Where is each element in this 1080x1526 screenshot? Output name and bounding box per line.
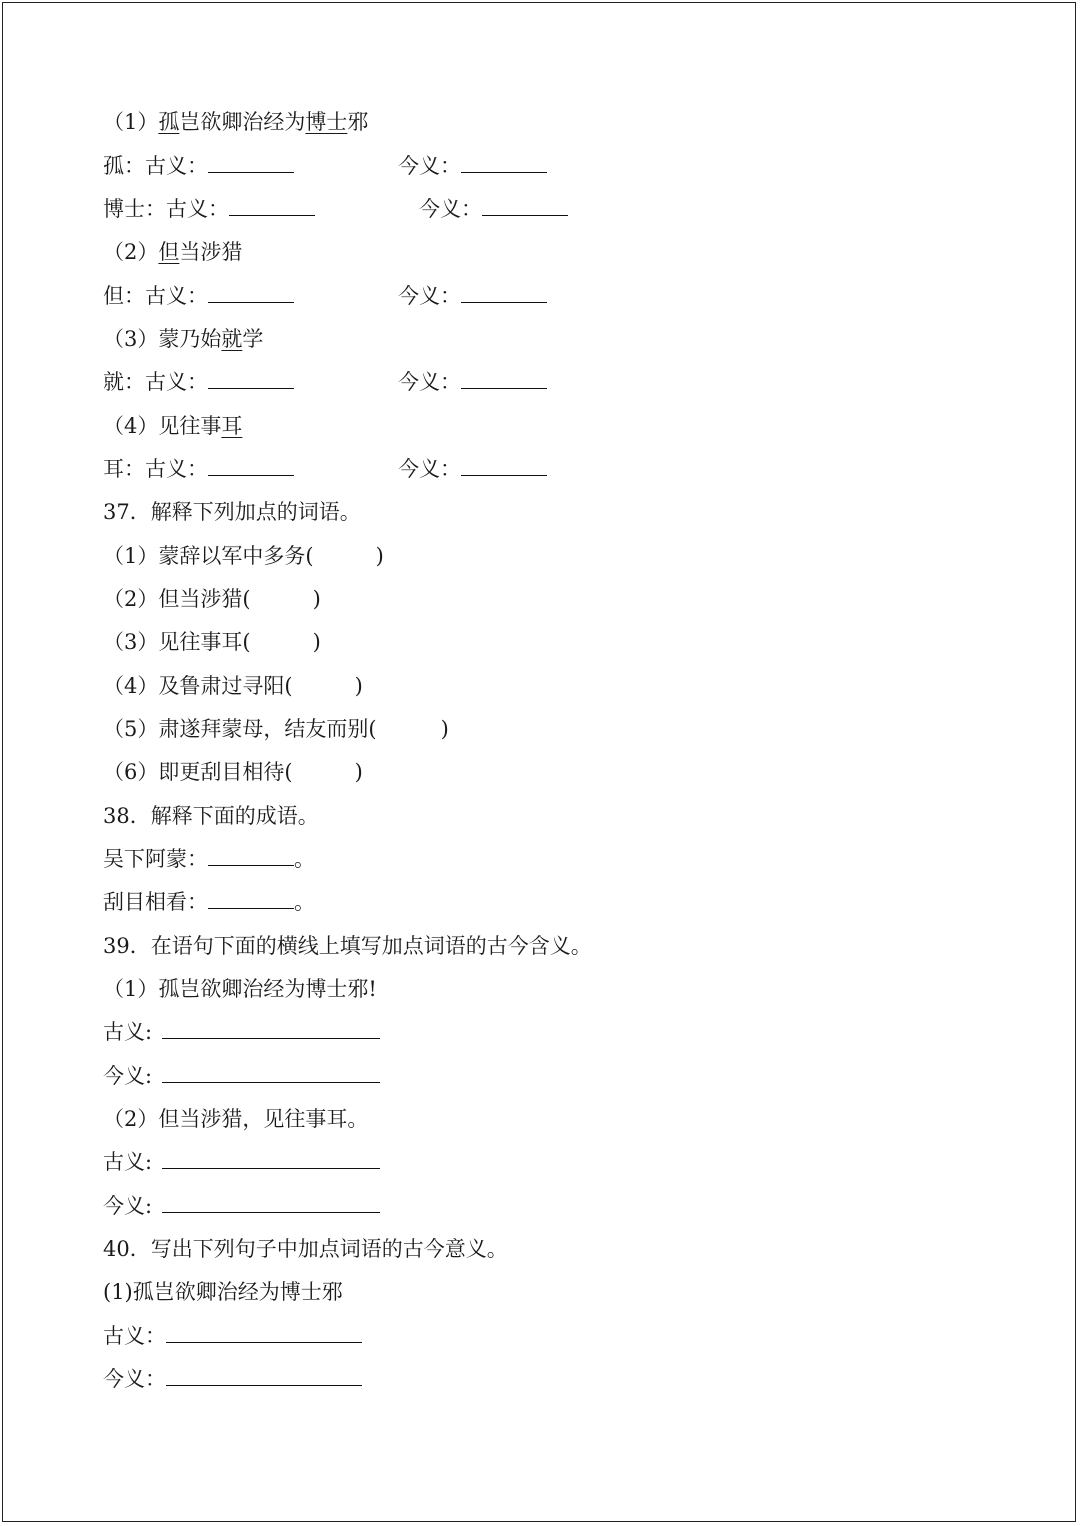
item-3-heading: （3）蒙乃始就学 (103, 327, 264, 351)
underlined-word-gu: 孤 (158, 110, 180, 134)
blank-boshi-modern[interactable] (482, 197, 568, 216)
question-39-title: 39．在语句下面的横线上填写加点词语的古今含义。 (103, 934, 592, 958)
q39-row: 今义: (103, 1061, 380, 1091)
q39-row: 古义: (103, 1147, 380, 1177)
row-gu-modern: 今义： (398, 151, 547, 181)
blank-guamu-xiangkan[interactable] (208, 890, 294, 909)
q37-item: （1）蒙辞以军中多务( ) (103, 544, 384, 568)
blank-q40-modern[interactable] (166, 1367, 362, 1386)
item-4-heading: （4）见往事耳 (103, 414, 243, 438)
blank-q39-2-ancient[interactable] (162, 1150, 380, 1169)
blank-q40-ancient[interactable] (166, 1324, 362, 1343)
row-jiu-modern: 今义： (398, 367, 547, 397)
question-38-title: 38．解释下面的成语。 (103, 804, 319, 828)
underlined-word-er: 耳 (221, 414, 243, 438)
row-gu: 孤：古义： (103, 151, 294, 181)
q37-item: （5）肃遂拜蒙母，结友而别( ) (103, 717, 449, 741)
blank-gu-ancient[interactable] (208, 154, 294, 173)
q40-row: 今义： (103, 1364, 362, 1394)
q37-item: （6）即更刮目相待( ) (103, 760, 363, 784)
q40-row: 古义： (103, 1321, 362, 1351)
row-er: 耳：古义： (103, 454, 294, 484)
item-2-heading: （2）但当涉猎 (103, 240, 243, 264)
question-40-title: 40．写出下列句子中加点词语的古今意义。 (103, 1237, 508, 1261)
blank-dan-modern[interactable] (461, 284, 547, 303)
q39-row: 今义: (103, 1191, 380, 1221)
row-er-modern: 今义： (398, 454, 547, 484)
item-1-heading: （1）孤岂欲卿治经为博士邪 (103, 110, 369, 134)
q38-item: 刮目相看： 。 (103, 890, 315, 914)
question-37-title: 37．解释下列加点的词语。 (103, 500, 361, 524)
q39-row: 古义: (103, 1017, 380, 1047)
q38-item: 吴下阿蒙： 。 (103, 847, 315, 871)
q37-item: （4）及鲁肃过寻阳( ) (103, 674, 363, 698)
row-jiu: 就：古义： (103, 367, 294, 397)
underlined-word-boshi: 博士 (305, 110, 348, 134)
row-dan: 但：古义： (103, 281, 294, 311)
row-boshi: 博士：古义： (103, 194, 315, 224)
underlined-word-dan: 但 (158, 240, 180, 264)
blank-dan-ancient[interactable] (208, 284, 294, 303)
blank-er-ancient[interactable] (208, 457, 294, 476)
q40-item-1: (1)孤岂欲卿治经为博士邪 (103, 1280, 343, 1304)
blank-boshi-ancient[interactable] (229, 197, 315, 216)
blank-jiu-modern[interactable] (461, 370, 547, 389)
row-boshi-modern: 今义： (419, 194, 568, 224)
q37-item: （2）但当涉猎( ) (103, 587, 321, 611)
q39-item-2: （2）但当涉猎，见往事耳。 (103, 1107, 369, 1131)
blank-gu-modern[interactable] (461, 154, 547, 173)
blank-er-modern[interactable] (461, 457, 547, 476)
blank-q39-1-ancient[interactable] (162, 1020, 380, 1039)
row-dan-modern: 今义： (398, 281, 547, 311)
q39-item-1: （1）孤岂欲卿治经为博士邪! (103, 977, 377, 1001)
blank-q39-1-modern[interactable] (162, 1064, 380, 1083)
blank-wuxia-ameng[interactable] (208, 847, 294, 866)
blank-q39-2-modern[interactable] (162, 1194, 380, 1213)
blank-jiu-ancient[interactable] (208, 370, 294, 389)
underlined-word-jiu: 就 (221, 327, 243, 351)
q37-item: （3）见往事耳( ) (103, 630, 321, 654)
